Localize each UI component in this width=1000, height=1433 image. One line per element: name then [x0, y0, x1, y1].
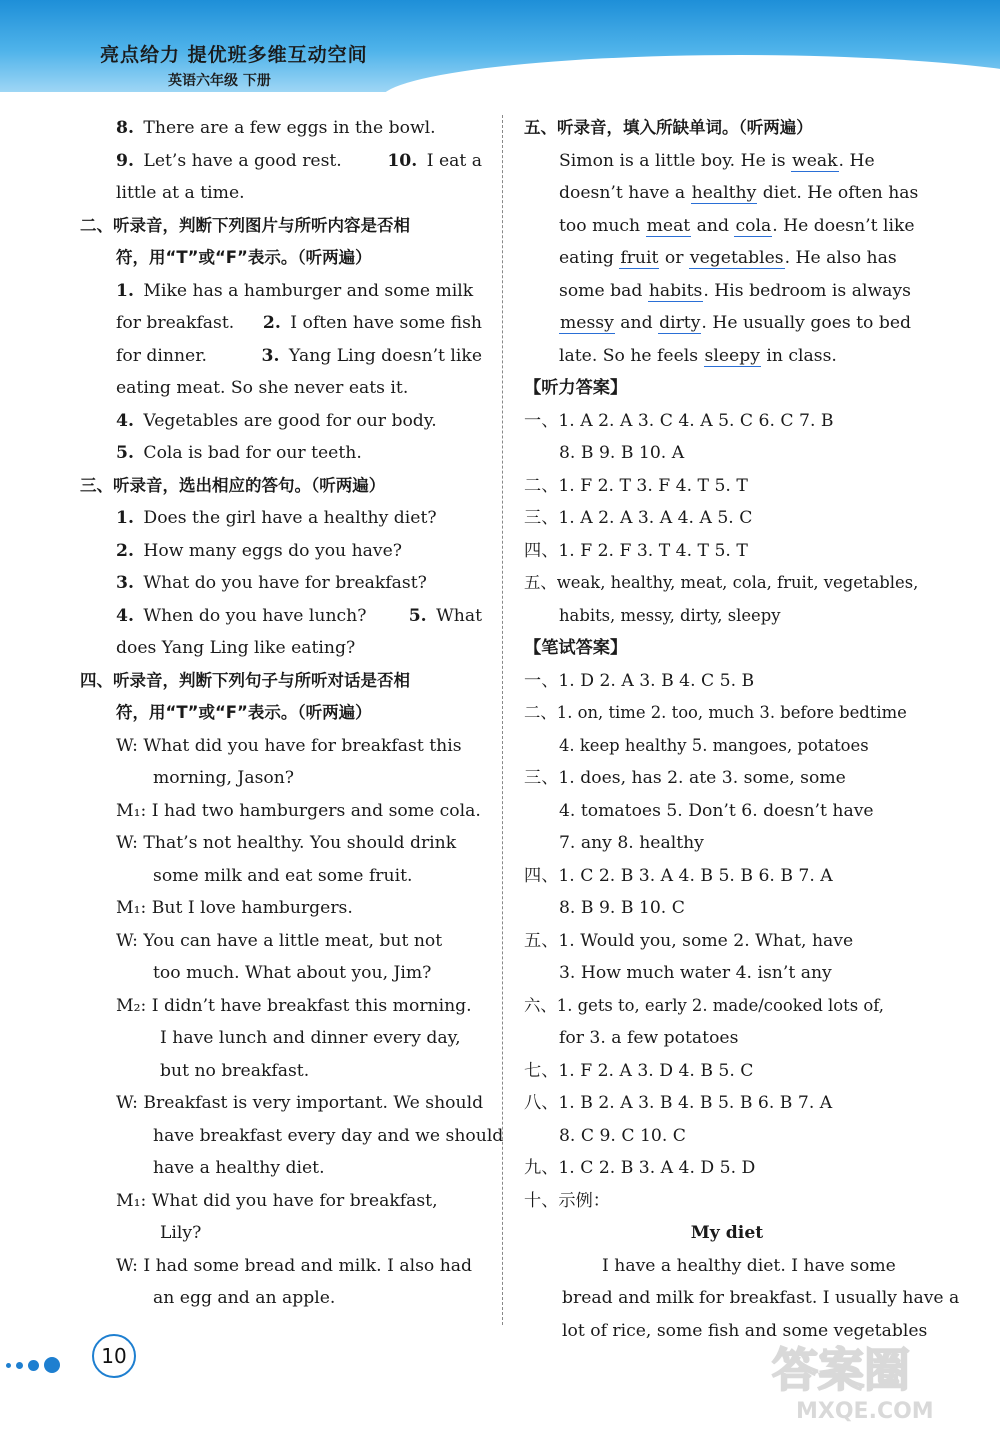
- answer-line: 七、1. F 2. A 3. D 4. B 5. C: [524, 1060, 754, 1081]
- page-number: 10: [92, 1334, 136, 1378]
- answer-blank: habits: [648, 280, 703, 301]
- text-line: does Yang Ling like eating?: [116, 638, 356, 658]
- answer-line: 8. B 9. B 10. A: [559, 443, 685, 463]
- answer-line: 3. How much water 4. isn’t any: [559, 963, 832, 983]
- passage-line: some bad habits. His bedroom is always: [559, 280, 911, 301]
- answer-blank: healthy: [691, 183, 757, 203]
- dialogue-line: have a healthy diet.: [153, 1158, 325, 1178]
- text-line: 9. Let’s have a good rest. 10. I eat a: [116, 150, 482, 171]
- right-column: [524, 112, 960, 1347]
- header-banner: [0, 0, 1000, 92]
- watermark-url: MXQE.COM: [796, 1399, 934, 1424]
- series-title: 亮点给力 提优班多维互动空间: [100, 44, 368, 66]
- text-line: 4. When do you have lunch? 5. What: [116, 605, 482, 626]
- banner-wave: [380, 55, 1000, 92]
- answer-line: 五、weak, healthy, meat, cola, fruit, vegetables,: [524, 573, 919, 592]
- answer-line: 8. C 9. C 10. C: [559, 1125, 686, 1146]
- book-subtitle: 英语六年级 下册: [168, 73, 271, 89]
- dialogue-line: W: That’s not healthy. You should drink: [116, 833, 457, 853]
- dialogue-line: I have lunch and dinner every day,: [160, 1028, 461, 1048]
- left-column: [80, 112, 504, 1315]
- answer-blank: meat: [646, 215, 691, 236]
- answer-line: 4. keep healthy 5. mangoes, potatoes: [559, 735, 869, 755]
- essay-line: lot of rice, some fish and some vegetables: [562, 1320, 928, 1341]
- text-line: eating meat. So she never eats it.: [116, 378, 409, 398]
- written-answers-title: 【笔试答案】: [524, 638, 628, 658]
- answer-line: for 3. a few potatoes: [559, 1028, 739, 1048]
- dialogue-line: too much. What about you, Jim?: [153, 963, 432, 983]
- answer-line: 一、1. D 2. A 3. B 4. C 5. B: [524, 670, 755, 691]
- dialogue-line: W: You can have a little meat, but not: [116, 930, 443, 951]
- text-line: little at a time.: [116, 183, 245, 203]
- page-dots: [6, 1350, 60, 1380]
- section-heading: 五、听录音，填入所缺单词。（听两遍）: [524, 118, 813, 137]
- text-line: 3. What do you have for breakfast?: [116, 573, 427, 593]
- answer-line: 三、1. does, has 2. ate 3. some, some: [524, 768, 846, 788]
- answer-line: 二、1. on, time 2. too, much 3. before bedtime: [524, 703, 907, 722]
- dialogue-line: M₁: What did you have for breakfast,: [116, 1190, 438, 1211]
- dot: [16, 1362, 23, 1369]
- text-line: 5. Cola is bad for our teeth.: [116, 443, 362, 463]
- answer-line: habits, messy, dirty, sleepy: [559, 605, 781, 625]
- answer-line: 4. tomatoes 5. Don’t 6. doesn’t have: [559, 800, 874, 821]
- dialogue-line: M₂: I didn’t have breakfast this morning.: [116, 995, 472, 1016]
- answer-line: 二、1. F 2. T 3. F 4. T 5. T: [524, 475, 748, 496]
- answer-line: 四、1. F 2. F 3. T 4. T 5. T: [524, 540, 748, 561]
- watermark-logo: [768, 1338, 983, 1426]
- dialogue-line: W: Breakfast is very important. We should: [116, 1093, 484, 1113]
- dialogue-line: Lily?: [160, 1223, 202, 1243]
- dialogue-line: M₁: But I love hamburgers.: [116, 898, 353, 918]
- text-line: for dinner. 3. Yang Ling doesn’t like: [116, 345, 482, 366]
- answer-line: 五、1. Would you, some 2. What, have: [524, 930, 854, 951]
- dialogue-line: morning, Jason?: [153, 768, 295, 788]
- text-line: 1. Mike has a hamburger and some milk: [116, 280, 474, 301]
- section-heading: 四、听录音，判断下列句子与所听对话是否相: [80, 670, 410, 690]
- section-heading: 三、听录音，选出相应的答句。（听两遍）: [80, 475, 386, 495]
- answer-blank: vegetables: [689, 248, 784, 268]
- answer-line: 十、示例：: [524, 1190, 610, 1211]
- answer-line: 六、1. gets to, early 2. made/cooked lots of,: [524, 995, 884, 1015]
- answer-blank: messy: [560, 313, 614, 333]
- answer-line: 八、1. B 2. A 3. B 4. B 5. B 6. B 7. A: [524, 1093, 833, 1113]
- passage-line: late. So he feels sleepy in class.: [559, 345, 837, 366]
- watermark-text: 答案圈: [772, 1343, 910, 1397]
- section-heading: 符，用“T”或“F”表示。（听两遍）: [116, 703, 372, 722]
- answer-line: 8. B 9. B 10. C: [559, 898, 685, 918]
- essay-line: I have a healthy diet. I have some: [602, 1255, 896, 1276]
- text-line: 8. There are a few eggs in the bowl.: [116, 118, 436, 138]
- answer-blank: fruit: [620, 248, 659, 268]
- text-line: 1. Does the girl have a healthy diet?: [116, 508, 437, 528]
- dialogue-line: have breakfast every day and we should: [153, 1125, 504, 1146]
- dialogue-line: W: I had some bread and milk. I also had: [116, 1255, 473, 1276]
- passage-line: too much meat and cola. He doesn’t like: [559, 215, 915, 236]
- listening-answers-title: 【听力答案】: [524, 378, 628, 398]
- dialogue-line: W: What did you have for breakfast this: [116, 735, 462, 756]
- text-line: 4. Vegetables are good for our body.: [116, 410, 437, 431]
- dialogue-line: but no breakfast.: [160, 1060, 310, 1081]
- dialogue-line: some milk and eat some fruit.: [153, 865, 413, 886]
- passage-line: eating fruit or vegetables. He also has: [559, 248, 897, 268]
- answer-blank: dirty: [659, 313, 701, 333]
- section-heading: 二、听录音，判断下列图片与所听内容是否相: [80, 215, 410, 235]
- answer-blank: sleepy: [704, 345, 760, 366]
- essay-title: My diet: [690, 1223, 764, 1243]
- text-line: 2. How many eggs do you have?: [116, 540, 402, 561]
- dot: [6, 1363, 11, 1368]
- answer-blank: weak: [792, 150, 838, 171]
- essay-line: bread and milk for breakfast. I usually have a: [562, 1288, 960, 1308]
- answer-blank: cola: [735, 215, 772, 236]
- passage-line: Simon is a little boy. He is weak. He: [559, 150, 875, 171]
- dot: [28, 1360, 39, 1371]
- answer-line: 四、1. C 2. B 3. A 4. B 5. B 6. B 7. A: [524, 865, 833, 886]
- answer-line: 7. any 8. healthy: [559, 833, 704, 853]
- answer-line: 一、1. A 2. A 3. C 4. A 5. C 6. C 7. B: [524, 410, 834, 431]
- dialogue-line: an egg and an apple.: [153, 1288, 336, 1308]
- dialogue-line: M₁: I had two hamburgers and some cola.: [116, 800, 481, 821]
- passage-line: messy and dirty. He usually goes to bed: [560, 313, 912, 333]
- text-line: for breakfast. 2. I often have some fish: [116, 313, 482, 333]
- passage-line: doesn’t have a healthy diet. He often has: [559, 183, 919, 203]
- section-heading: 符，用“T”或“F”表示。（听两遍）: [116, 248, 372, 267]
- answer-line: 九、1. C 2. B 3. A 4. D 5. D: [524, 1158, 756, 1178]
- answer-line: 三、1. A 2. A 3. A 4. A 5. C: [524, 508, 753, 528]
- dot: [44, 1357, 60, 1373]
